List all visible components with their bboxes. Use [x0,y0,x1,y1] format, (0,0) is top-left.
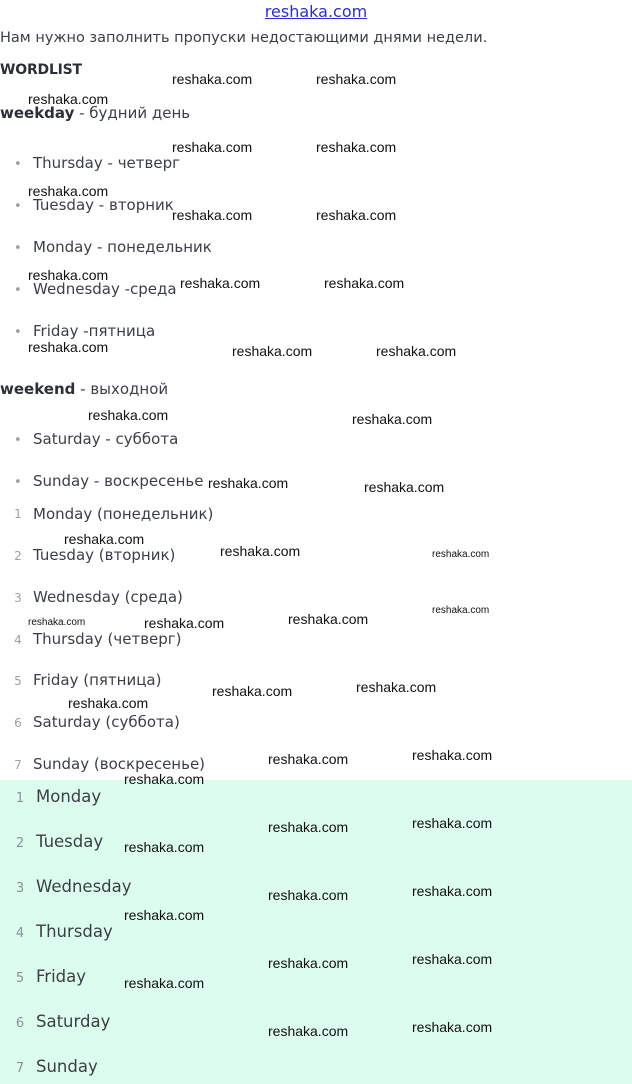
answer-item: Thursday [36,922,113,941]
answer-item: Wednesday [36,877,132,896]
list-number: 5 [14,674,22,688]
list-number: 3 [14,591,22,605]
watermark: reshaka.com [28,339,109,355]
watermark: reshaka.com [432,549,490,560]
numbered-list-item: Monday (понедельник) [33,505,214,523]
intro-text: Нам нужно заполнить пропуски недостающими днями недели. [0,30,488,46]
weekend-item: Sunday - воскресенье [33,472,204,490]
answer-number: 1 [15,791,25,806]
weekday-item: Wednesday -среда [33,280,177,298]
watermark: reshaka.com [232,343,313,359]
watermark: reshaka.com [212,683,293,699]
watermark: reshaka.com [376,343,457,359]
watermark: reshaka.com [316,207,397,223]
watermark: reshaka.com [412,951,493,967]
bullet-icon: • [14,325,22,340]
weekend-translation: - выходной [75,380,169,398]
answer-item: Friday [36,967,87,986]
watermark: reshaka.com [324,275,405,291]
watermark: reshaka.com [268,955,349,971]
weekday-translation: - будний день [74,104,191,122]
watermark: reshaka.com [412,815,493,831]
watermark: reshaka.com [208,475,289,491]
bullet-icon: • [14,475,22,490]
numbered-list-item: Saturday (суббота) [33,713,180,731]
watermark: reshaka.com [412,1019,493,1035]
numbered-list-item: Tuesday (вторник) [33,546,176,564]
watermark: reshaka.com [124,839,205,855]
answer-item: Saturday [36,1012,111,1031]
watermark: reshaka.com [268,887,349,903]
weekday-term: weekday [0,104,75,122]
answer-number: 7 [15,1061,25,1076]
answer-number: 6 [15,1016,25,1031]
watermark: reshaka.com [88,407,169,423]
watermark: reshaka.com [220,543,301,559]
numbered-list-item: Wednesday (среда) [33,588,183,606]
watermark: reshaka.com [124,975,205,991]
watermark: reshaka.com [28,183,109,199]
watermark: reshaka.com [124,907,205,923]
bullet-icon: • [14,157,22,172]
watermark: reshaka.com [172,139,253,155]
watermark: reshaka.com [268,1023,349,1039]
answer-item: Tuesday [36,832,104,851]
watermark: reshaka.com [316,139,397,155]
watermark: reshaka.com [68,695,149,711]
watermark: reshaka.com [268,751,349,767]
weekday-item: Monday - понедельник [33,238,212,256]
watermark: reshaka.com [180,275,261,291]
watermark: reshaka.com [288,611,369,627]
watermark: reshaka.com [28,91,109,107]
bullet-icon: • [14,433,22,448]
wordlist-heading: WORDLIST [0,62,82,78]
numbered-list-item: Friday (пятница) [33,671,162,689]
watermark: reshaka.com [432,605,490,616]
weekday-item: Tuesday - вторник [33,196,174,214]
watermark: reshaka.com [172,71,253,87]
answer-item: Sunday [36,1057,98,1076]
answer-number: 2 [15,836,25,851]
weekday-item: Friday -пятница [33,322,156,340]
numbered-list-item: Sunday (воскресенье) [33,755,206,773]
bullet-icon: • [14,241,22,256]
watermark: reshaka.com [64,531,145,547]
watermark: reshaka.com [144,615,225,631]
weekend-heading [0,380,168,398]
list-number: 2 [14,549,22,563]
watermark: reshaka.com [356,679,437,695]
watermark: reshaka.com [412,747,493,763]
watermark: reshaka.com [412,883,493,899]
watermark: reshaka.com [28,267,109,283]
answer-number: 4 [15,926,25,941]
bullet-icon: • [14,199,22,214]
site-link[interactable]: reshaka.com [264,2,368,21]
weekend-item: Saturday - суббота [33,430,179,448]
watermark: reshaka.com [172,207,253,223]
weekend-term: weekend [0,380,76,398]
watermark: reshaka.com [28,617,86,628]
watermark: reshaka.com [352,411,433,427]
list-number: 4 [14,633,22,647]
watermark: reshaka.com [364,479,445,495]
numbered-list-item: Thursday (четверг) [33,630,182,648]
watermark: reshaka.com [124,771,205,787]
answer-number: 3 [15,881,25,896]
watermark: reshaka.com [268,819,349,835]
bullet-icon: • [14,283,22,298]
list-number: 6 [14,716,22,730]
list-number: 1 [14,507,22,521]
weekday-item: Thursday - четверг [33,154,180,172]
answer-number: 5 [15,971,25,986]
answer-item: Monday [36,787,102,806]
watermark: reshaka.com [316,71,397,87]
list-number: 7 [14,758,22,772]
